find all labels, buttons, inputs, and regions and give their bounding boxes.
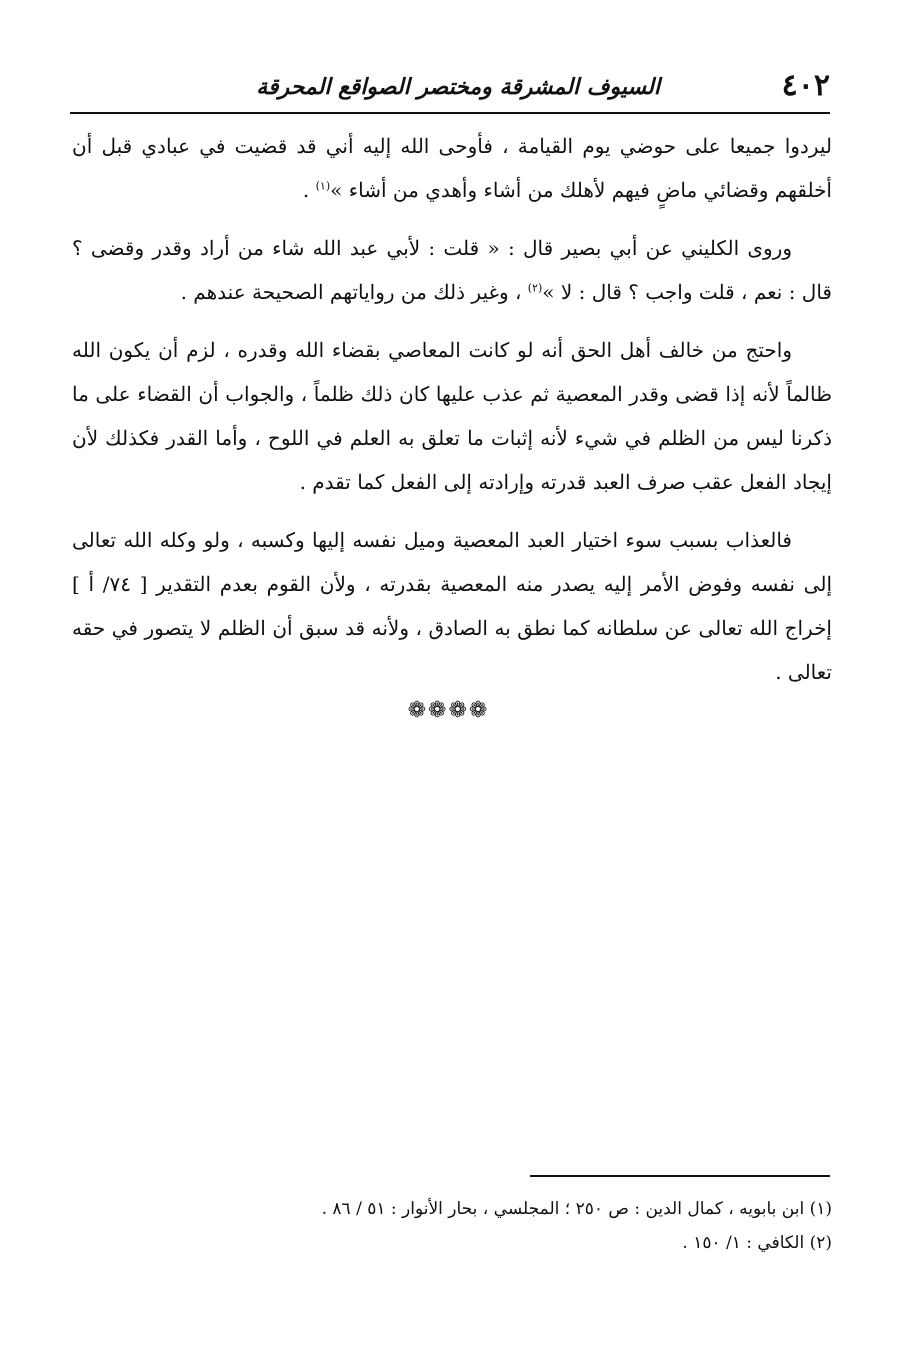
- page-number: ٤٠٢: [781, 68, 830, 103]
- paragraph-1: [72, 124, 832, 212]
- paragraph-2: [72, 226, 832, 314]
- paragraph-text: وروى الكليني عن أبي بصير قال : « قلت : لأبي عبد الله شاء من أراد وقدر وقضى ؟ قال : نعم ، قلت واجب ؟ قال : لا »: [72, 236, 832, 304]
- body-text: [72, 124, 832, 708]
- paragraph-text: فالعذاب بسبب سوء اختيار العبد المعصية وميل نفسه إليها وكسبه ، ولو وكله الله تعالى إلى نفسه وفوض الأمر إليه يصدر منه المعصية بقدرته ، ولأن القوم بعدم التقدير [ ٧٤/ أ ] إخراج الله تعالى عن سلطانه كما نطق به الصادق ، ولأنه قد سبق أن الظلم لا يتصور في حقه تعالى .: [72, 528, 832, 684]
- paragraph-tail: ، وغير ذلك من رواياتهم الصحيحة عندهم .: [180, 280, 528, 304]
- footnote-2: (٢) الكافي : ١/ ١٥٠ .: [682, 1233, 832, 1253]
- paragraph-tail: .: [302, 178, 316, 202]
- section-separator: ❁❁❁❁: [407, 698, 490, 723]
- paragraph-3: [72, 328, 832, 504]
- paragraph-text: واحتج من خالف أهل الحق أنه لو كانت المعاصي بقضاء الله وقدره ، لزم أن يكون الله ظالماً لأنه إذا قضى وقدر المعصية ثم عذب عليها كان ذلك ظلماً ، والجواب أن القضاء على ما ذكرنا ليس من الظلم في شيء لأنه إثبات ما تعلق به العلم في اللوح ، وأما القدر فكذلك لأن إيجاد الفعل عقب صرف العبد قدرته وإرادته إلى الفعل كما تقدم .: [72, 338, 832, 494]
- footnote-ref: (١): [315, 179, 331, 193]
- footnote-1: (١) ابن بابويه ، كمال الدين : ص ٢٥٠ ؛ المجلسي ، بحار الأنوار : ٥١ / ٨٦ .: [321, 1199, 832, 1219]
- paragraph-4: [72, 518, 832, 694]
- paragraph-text: ليردوا جميعا على حوضي يوم القيامة ، فأوحى الله إليه أني قد قضيت في عبادي قبل أن أخلقهم وقضائي ماضٍ فيهم لأهلك من أشاء وأهدي من أشاء »: [72, 134, 832, 202]
- running-title: السيوف المشرقة ومختصر الصواقع المحرقة: [256, 74, 660, 100]
- header-rule: [70, 112, 830, 114]
- footnote-rule: [530, 1175, 830, 1177]
- footnotes: [72, 1192, 832, 1260]
- page-header: [70, 66, 830, 118]
- footnote-ref: (٢): [527, 281, 543, 295]
